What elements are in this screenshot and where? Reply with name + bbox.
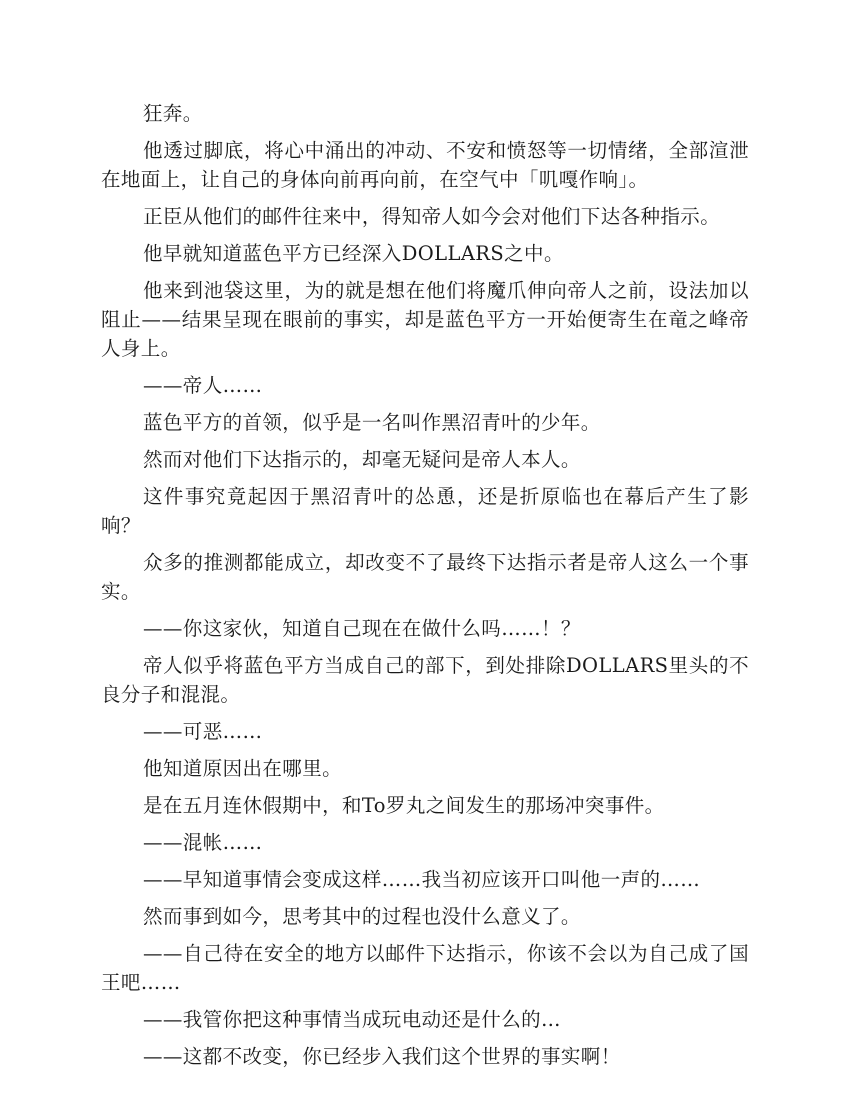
paragraph: 然而事到如今，思考其中的过程也没什么意义了。 (143, 905, 581, 928)
paragraph: 他早就知道蓝色平方已经深入DOLLARS之中。 (143, 242, 564, 265)
paragraph: 蓝色平方的首领，似乎是一名叫作黑沼青叶的少年。 (143, 411, 601, 434)
paragraph: ——我管你把这种事情当成玩电动还是什么的… (143, 1008, 561, 1031)
paragraph: 他来到池袋这里，为的就是想在他们将魔爪伸向帝人之前，设法加以阻止——结果呈现在眼前的事实，却是蓝色平方一开始便寄生在竜之峰帝人身上。 (101, 279, 749, 360)
paragraph: 众多的推测都能成立，却改变不了最终下达指示者是帝人这么一个事实。 (101, 551, 749, 603)
paragraph: ——帝人…… (143, 374, 263, 397)
paragraph: 帝人似乎将蓝色平方当成自己的部下，到处排除DOLLARS里头的不良分子和混混。 (101, 654, 749, 706)
document-page (101, 99, 749, 1079)
paragraph: 他知道原因出在哪里。 (143, 757, 343, 780)
paragraph: ——你这家伙，知道自己现在在做什么吗……！？ (143, 617, 581, 640)
paragraph: ——这都不改变，你已经步入我们这个世界的事实啊！ (143, 1045, 621, 1068)
paragraph: 他透过脚底，将心中涌出的冲动、不安和愤怒等一切情绪，全部渲泄在地面上，让自己的身体向前再向前，在空气中「叽嘎作响」。 (101, 139, 749, 191)
paragraph: ——可恶…… (143, 720, 263, 743)
paragraph: 狂奔。 (143, 102, 203, 125)
paragraph: ——自己待在安全的地方以邮件下达指示，你该不会以为自己成了国王吧…… (101, 942, 749, 994)
paragraph: 是在五月连休假期中，和To罗丸之间发生的那场冲突事件。 (143, 794, 665, 817)
paragraph: 然而对他们下达指示的，却毫无疑问是帝人本人。 (143, 448, 581, 471)
paragraph: ——早知道事情会变成这样……我当初应该开口叫他一声的…… (143, 868, 701, 891)
paragraph: ——混帐…… (143, 831, 263, 854)
paragraph: 这件事究竟起因于黑沼青叶的怂恿，还是折原临也在幕后产生了影响？ (101, 485, 749, 537)
paragraph: 正臣从他们的邮件往来中，得知帝人如今会对他们下达各种指示。 (143, 205, 721, 228)
